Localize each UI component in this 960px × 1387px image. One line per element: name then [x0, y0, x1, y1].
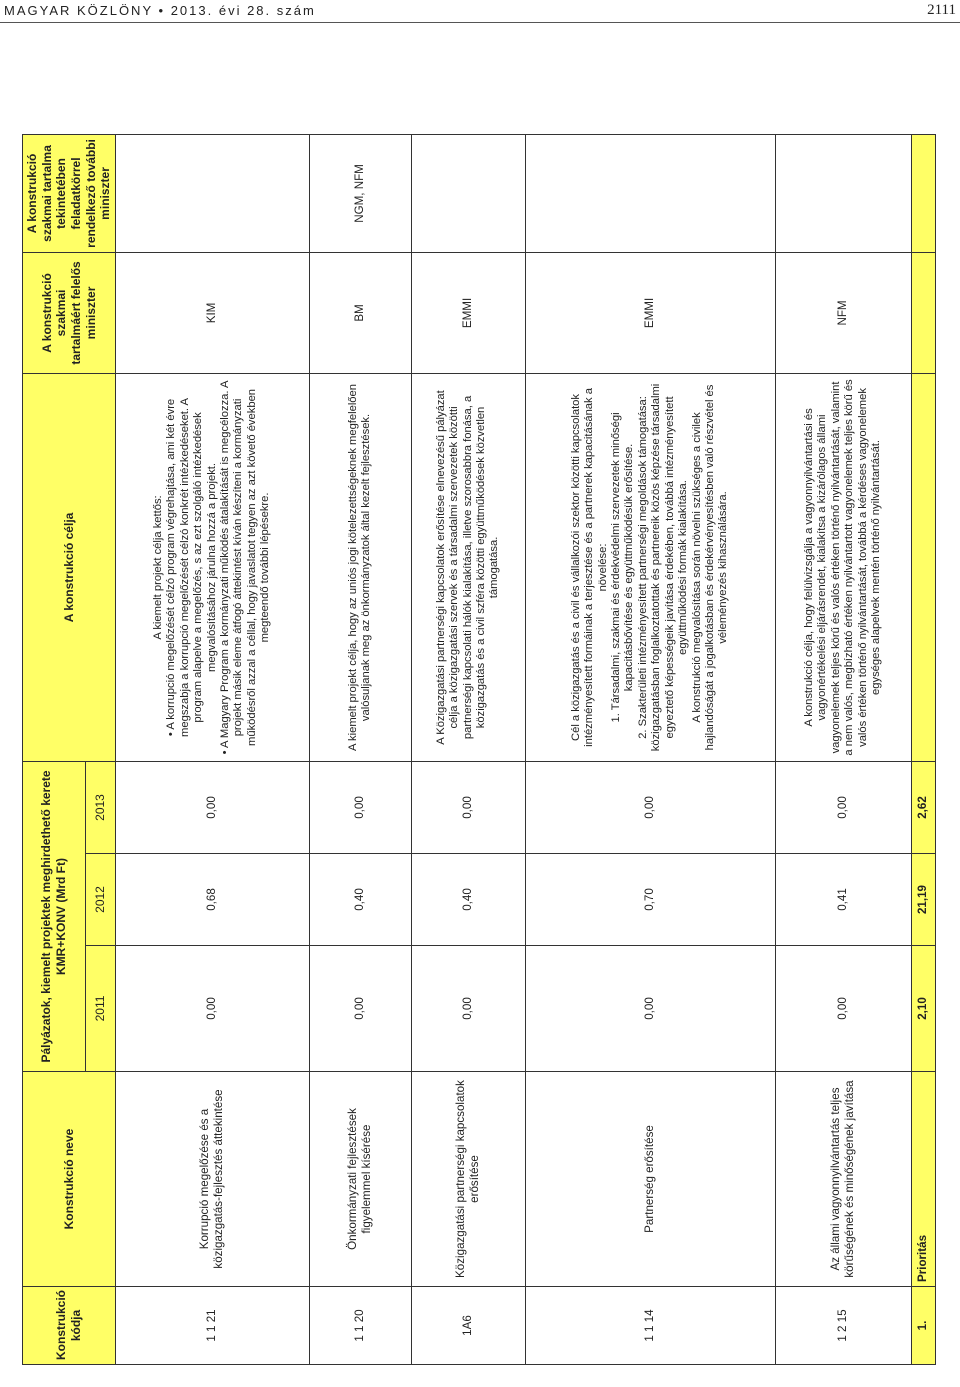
row-minister: KIM [115, 252, 309, 373]
row-name: Az állami vagyonnyilvántartás teljes körűségének és minőségének javítása [775, 1072, 911, 1287]
row-minister: EMMI [525, 252, 775, 373]
total-label: Prioritás [911, 1072, 935, 1287]
row-code: 1A6 [411, 1287, 525, 1365]
row-code: 1 1 21 [115, 1287, 309, 1365]
table-row [775, 134, 911, 1364]
row-value-2012: 0,40 [309, 854, 411, 946]
row-goal [775, 373, 911, 761]
total-row [911, 134, 935, 1364]
total-value-2012: 21,19 [911, 854, 935, 946]
row-minister: BM [309, 252, 411, 373]
goal-line: A konstrukció megvalósítása során növelni szükséges a civilek hajlandóságát a jogalkotásban és érdekérvényesítésben való részvétel és véleményezés kihasználására. [690, 384, 730, 751]
header-minister: A konstrukció szakmai tartalmáért felelős miniszter [23, 252, 116, 373]
row-value-2012: 0,40 [411, 854, 525, 946]
row-value-2012: 0,41 [775, 854, 911, 946]
rotated-table-wrapper [22, 135, 930, 1365]
journal-title: MAGYAR KÖZLÖNY [4, 3, 153, 18]
row-other-minister [115, 134, 309, 252]
header-year-2012: 2012 [85, 854, 115, 946]
header-year-2013: 2013 [85, 761, 115, 853]
row-value-2011: 0,00 [411, 946, 525, 1072]
header-code: Konstrukció kódja [23, 1287, 116, 1365]
total-empty-cell [911, 252, 935, 373]
issue-label: 2013. évi 28. szám [170, 3, 316, 18]
row-value-2012: 0,70 [525, 854, 775, 946]
table-row [411, 134, 525, 1364]
row-value-2011: 0,00 [775, 946, 911, 1072]
row-goal [525, 373, 775, 761]
goal-line: A kiemelt projekt célja kettős: [151, 495, 164, 640]
header-goal: A konstrukció célja [23, 373, 116, 761]
row-minister: EMMI [411, 252, 525, 373]
goal-line: 1. Társadalmi, szakmai és érdekvédelmi szervezetek minőségi kapacitásbővítése és együttműködésük erősítése. [609, 412, 636, 723]
construction-table [22, 134, 936, 1365]
goal-line: Cél a közigazgatás és a civil és vállalkozói szektor közötti kapcsolatok intézményesített formáinak a terjesztése és a partnerek kapacitásának a növelése: [569, 388, 609, 747]
row-other-minister [411, 134, 525, 252]
row-value-2011: 0,00 [309, 946, 411, 1072]
row-name: Önkormányzati fejlesztések figyelemmel kísérése [309, 1072, 411, 1287]
journal-header [4, 3, 316, 18]
row-minister: NFM [775, 252, 911, 373]
total-empty-cell [911, 373, 935, 761]
row-other-minister: NGM, NFM [309, 134, 411, 252]
goal-line: A Közigazgatási partnerségi kapcsolatok erősítése elnevezésű pályázat célja a közigazgatási szervek és a társadalmi szervezetek közötti partnerségi kapcsolati hálók kialakítása, illetve szorosabbra fonása, a közigazgatás és a civil szféra közötti együttműködések közvetlen támogatása. [434, 390, 501, 745]
header-name: Konstrukció neve [23, 1072, 116, 1287]
row-code: 1 1 14 [525, 1287, 775, 1365]
goal-line: 2. Szakterületi intézményesített partnerségi megoldások támogatása: közigazgatásban foglalkoztatottak és partnereik közös képzése társadalmi egyeztető képességeik javítása érdekében, továbbá intézményesített együttműködési formák kialakítása. [636, 383, 690, 752]
row-value-2013: 0,00 [525, 761, 775, 853]
row-name: Partnerség erősítése [525, 1072, 775, 1287]
row-value-2013: 0,00 [775, 761, 911, 853]
page-number: 2111 [927, 2, 956, 18]
row-other-minister [775, 134, 911, 252]
row-goal [309, 373, 411, 761]
row-goal [115, 373, 309, 761]
total-code: 1. [911, 1287, 935, 1365]
page-header [0, 0, 960, 23]
total-empty-cell [911, 134, 935, 252]
table-row [309, 134, 411, 1364]
header-year-2011: 2011 [85, 946, 115, 1072]
goal-line: • A Magyary Program a kormányzati működés átalakítását is megcélozza. A projekt másik eleme átfogó áttekintést kíván készíteni a kormányzati működésről azzal a céllal, hogy javaslatot tegyen az azt követő években megteendő további lépésekre. [218, 380, 272, 755]
header-funding: Pályázatok, kiemelt projektek meghirdethető kerete KMR+KONV (Mrd Ft) [23, 761, 86, 1071]
row-goal [411, 373, 525, 761]
header-bullet: • [158, 3, 166, 18]
table-row [115, 134, 309, 1364]
total-value-2013: 2,62 [911, 761, 935, 853]
goal-line: A kiemelt projekt célja, hogy az uniós jogi kötelezettségeknek megfelelően valósuljanak meg az önkormányzatok által kezelt fejlesztések. [346, 384, 373, 751]
row-value-2013: 0,00 [411, 761, 525, 853]
row-other-minister [525, 134, 775, 252]
goal-line: A konstrukció célja, hogy felülvizsgálja a vagyonnyilvántartási és vagyonértékelési eljárásrendet, kialakítsa a kizárólagos állami vagyonelemek teljes körű és valós értéken történő nyilvántartását, valamint a nem valós, megbízható értéken nyilvántartott vagyonelemek teljes körű és valós értéken történő nyilvántartását, továbbá a kérdéses vagyonelemek egységes alapelvek mentén történő nyilvántartását. [802, 379, 883, 756]
row-value-2013: 0,00 [309, 761, 411, 853]
row-value-2013: 0,00 [115, 761, 309, 853]
header-other-minister: A konstrukció szakmai tartalma tekintetében feladatkörrel rendelkező további miniszter [23, 134, 116, 252]
row-value-2012: 0,68 [115, 854, 309, 946]
row-value-2011: 0,00 [525, 946, 775, 1072]
row-value-2011: 0,00 [115, 946, 309, 1072]
goal-line: • A korrupció megelőzését célzó program végrehajtása, ami két évre megszabja a korrupció megelőzését célzó konkrét intézkedéseket. A program alapelve a megelőzés, s az ezt szolgáló intézkedések megvalósításához járulna hozzá a projekt. [165, 398, 218, 737]
table-row [525, 134, 775, 1364]
row-name: Közigazgatási partnerségi kapcsolatok erősítése [411, 1072, 525, 1287]
total-value-2011: 2,10 [911, 946, 935, 1072]
row-code: 1 2 15 [775, 1287, 911, 1365]
row-name: Korrupció megelőzése és a közigazgatás-fejlesztés áttekintése [115, 1072, 309, 1287]
row-code: 1 1 20 [309, 1287, 411, 1365]
